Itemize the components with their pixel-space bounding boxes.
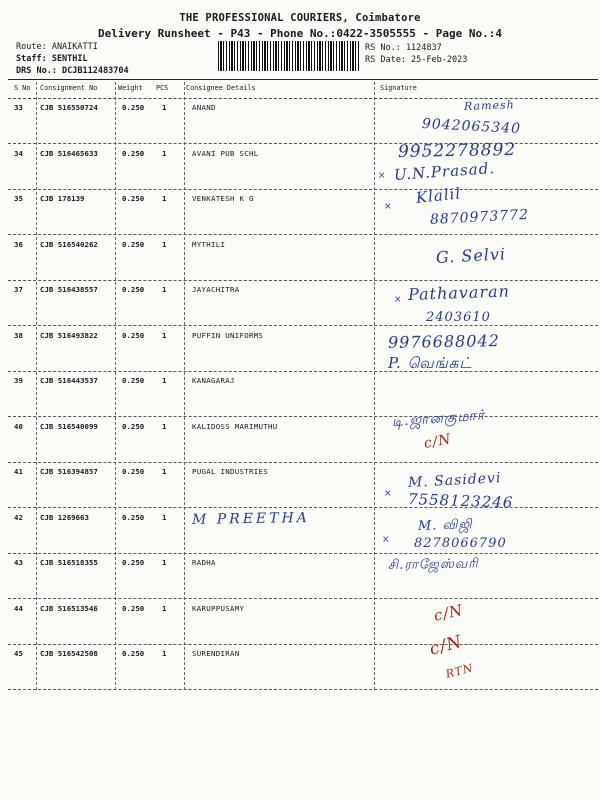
row-consignee: MYTHILI — [192, 239, 226, 249]
row-sno: 33 — [14, 103, 23, 112]
row-consignment-no: CJB 516493822 — [40, 330, 98, 340]
col-sno: S No — [14, 84, 31, 92]
row-consignment-no: CJB 516540099 — [40, 421, 98, 431]
row-weight: 0.250 — [122, 512, 145, 522]
row-consignee: PUGAL INDUSTRIES — [192, 467, 268, 476]
signature-area — [378, 631, 598, 690]
table-row — [0, 463, 600, 512]
rs-number: RS No.: 1124837 — [365, 43, 442, 53]
row-weight: 0.250 — [122, 467, 145, 476]
row-pcs: 1 — [162, 148, 167, 158]
signature-line-1: சி.ராஜேஸ்வரி — [387, 556, 479, 573]
signature-line-1: Klalil — [415, 184, 463, 207]
signature-area — [378, 327, 598, 372]
row-consignment-no: CJB 1269663 — [40, 512, 89, 522]
header-left-block — [16, 41, 129, 77]
row-pcs: 1 — [162, 330, 167, 340]
table-row — [0, 631, 600, 690]
row-sno: 40 — [14, 421, 23, 431]
signature-line-2: U.N.Prasad. — [393, 158, 496, 184]
signature-line-1: Ramesh — [463, 98, 515, 113]
row-consignee: ANAND — [192, 103, 216, 112]
row-sno: 38 — [14, 330, 23, 340]
signature-line-1: 9976688042 — [387, 330, 500, 352]
signature-line-2: 8870973772 — [429, 206, 530, 228]
row-pcs: 1 — [162, 512, 167, 522]
table-row — [0, 327, 600, 372]
row-weight: 0.250 — [122, 421, 145, 431]
check-mark-icon: × — [382, 534, 390, 545]
signature-area — [378, 281, 598, 326]
check-mark-icon: × — [394, 295, 402, 305]
table-row — [0, 184, 600, 235]
header-right-block — [365, 42, 467, 66]
row-weight: 0.250 — [122, 194, 145, 203]
staff-label: Staff: SENTHIL — [16, 54, 88, 64]
signature-line-1: Pathavaran — [407, 281, 511, 304]
row-consignment-no: CJB 516540262 — [40, 239, 98, 249]
signature-area — [378, 554, 598, 599]
col-signature: Signature — [380, 84, 417, 92]
row-consignee: KANAGARAJ — [192, 376, 235, 385]
row-weight: 0.250 — [122, 239, 145, 249]
row-pcs: 1 — [162, 603, 167, 613]
row-consignment-no: CJB 516542508 — [40, 649, 98, 658]
row-consignment-no: CJB 178139 — [40, 194, 85, 203]
row-consignee: KARUPPUSAMY — [192, 603, 245, 613]
signature-line-1: M. Sasidevi — [407, 470, 502, 491]
signature-line-2: 7558123246 — [407, 490, 514, 512]
row-sno: 37 — [14, 285, 23, 294]
signature-line-2: 9042065340 — [421, 116, 522, 138]
signature-line-1: c/N — [427, 631, 465, 660]
signature-line-2: G. Selvi — [435, 243, 507, 267]
rs-date: RS Date: 25-Feb-2023 — [365, 55, 468, 65]
signature-line-2: 8278066790 — [414, 535, 507, 551]
col-weight: Weight — [118, 84, 143, 92]
check-mark-icon: × — [378, 170, 386, 181]
row-pcs: 1 — [162, 285, 167, 294]
signature-line-1: M. விஜி — [417, 516, 473, 534]
row-consignment-no: CJB 516438557 — [40, 285, 98, 294]
drs-number: DRS No.: DCJB112483704 — [16, 66, 129, 76]
row-sno: 39 — [14, 376, 23, 385]
row-consignee: PUFFIN UNIFORMS — [192, 330, 264, 340]
row-consignee: RADHA — [192, 558, 216, 567]
row-weight: 0.250 — [122, 603, 145, 613]
signature-area — [378, 99, 598, 144]
row-sno: 44 — [14, 603, 23, 613]
row-pcs: 1 — [162, 376, 167, 385]
signature-area — [378, 407, 598, 463]
signature-line-2: c/N — [432, 600, 465, 625]
row-pcs: 1 — [162, 194, 167, 203]
row-weight: 0.250 — [122, 103, 145, 112]
row-consignment-no: CJB 516465633 — [40, 148, 98, 158]
row-consignee: JAYACHITRA — [192, 285, 240, 294]
row-sno: 35 — [14, 194, 23, 203]
signature-line-1: 9952278892 — [397, 139, 517, 162]
row-sno: 43 — [14, 558, 23, 567]
row-sno: 42 — [14, 512, 23, 522]
row-consignee: KALIDOSS MARIMUTHU — [192, 421, 278, 431]
row-consignee: SURENDIRAN — [192, 649, 240, 658]
row-pcs: 1 — [162, 467, 167, 476]
row-separator — [8, 689, 598, 690]
signature-area — [378, 139, 598, 190]
signature-line-2: 2403610 — [426, 310, 491, 325]
table-row — [0, 139, 600, 190]
row-weight: 0.250 — [122, 148, 145, 158]
col-consignee: Consignee Details — [186, 84, 256, 92]
signature-area — [378, 184, 598, 235]
row-sno: 41 — [14, 467, 23, 476]
row-sno: 45 — [14, 649, 23, 658]
signature-line-2: c/N — [422, 430, 453, 452]
row-sno: 34 — [14, 148, 23, 158]
table-row — [0, 99, 600, 144]
signature-area — [378, 600, 598, 645]
row-consignment-no: CJB 516518355 — [40, 558, 98, 567]
row-consignee: VENKATESH K G — [192, 194, 254, 203]
row-consignment-no: CJB 516513546 — [40, 603, 98, 613]
row-pcs: 1 — [162, 239, 167, 249]
handwritten-consignee: M PREETHA — [191, 509, 310, 528]
runsheet-subtitle: Delivery Runsheet - P43 - Phone No.:0422-3505555 - Page No.:4 — [98, 27, 502, 40]
row-pcs: 1 — [162, 103, 167, 112]
row-consignment-no: CJB 516550724 — [40, 103, 98, 112]
table-row — [0, 509, 600, 554]
row-weight: 0.250 — [122, 330, 145, 340]
check-mark-icon: × — [384, 489, 392, 499]
table-row — [0, 236, 600, 281]
row-consignment-no: CJB 516394857 — [40, 467, 98, 476]
row-consignment-no: CJB 516443537 — [40, 376, 98, 385]
route-label: Route: ANAIKATTI — [16, 42, 98, 52]
table-row — [0, 372, 600, 417]
signature-area — [378, 509, 598, 554]
row-weight: 0.250 — [122, 376, 145, 385]
row-weight: 0.250 — [122, 649, 145, 658]
table-row — [0, 600, 600, 645]
table-row — [0, 407, 600, 463]
col-pcs: PCS — [156, 84, 169, 92]
signature-area — [378, 236, 598, 281]
row-sno: 36 — [14, 239, 23, 249]
company-title: THE PROFESSIONAL COURIERS, Coimbatore — [179, 12, 421, 24]
row-weight: 0.250 — [122, 285, 145, 294]
signature-line-1: டி.ஜானகுமார் — [391, 407, 486, 430]
top-rule — [8, 79, 598, 80]
table-row — [0, 281, 600, 326]
row-pcs: 1 — [162, 558, 167, 567]
row-consignee: AVANI PUB SCHL — [192, 148, 259, 158]
col-consignment: Consignment No — [40, 84, 98, 92]
row-pcs: 1 — [162, 649, 167, 658]
row-weight: 0.250 — [122, 558, 145, 567]
signature-area — [378, 463, 598, 512]
signature-line-2: P. வெங்கட் — [388, 353, 473, 372]
barcode — [218, 41, 360, 71]
table-header — [0, 84, 600, 98]
check-mark-icon: × — [384, 202, 392, 212]
signature-line-2: RTN — [444, 661, 475, 681]
row-pcs: 1 — [162, 421, 167, 431]
signature-area — [378, 372, 598, 417]
table-row — [0, 554, 600, 599]
